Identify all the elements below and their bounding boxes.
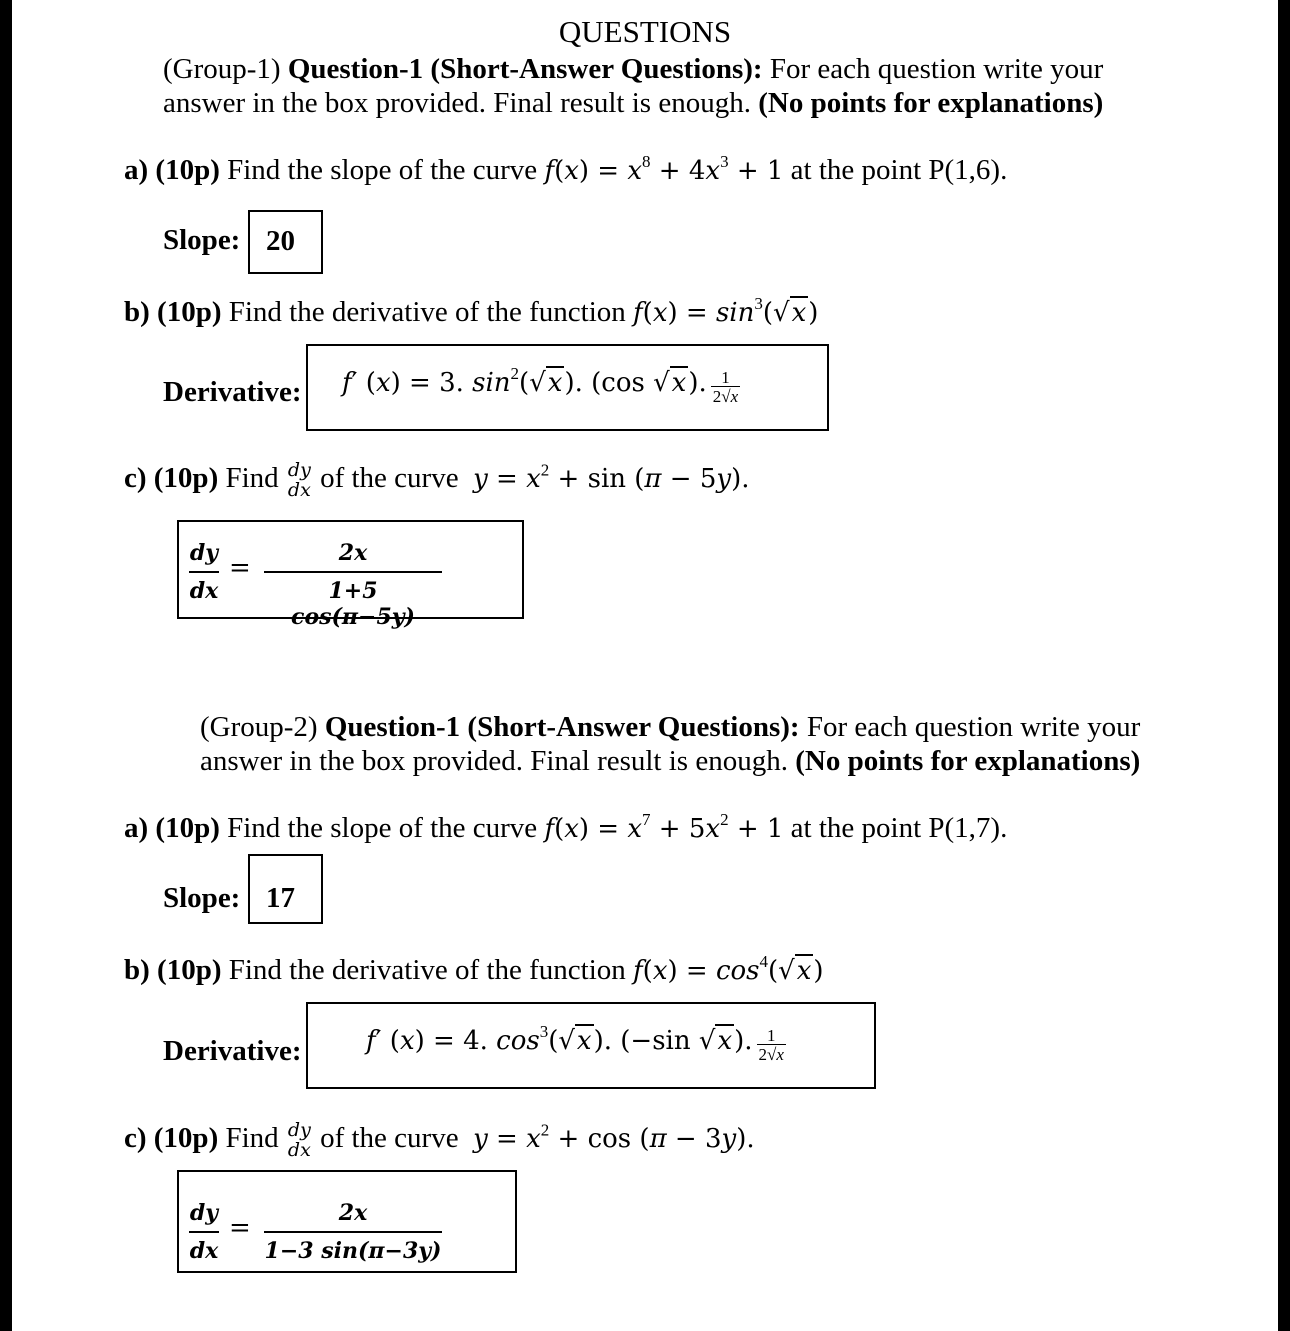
group2-dx: dx xyxy=(189,1238,219,1264)
group1-slope-label: Slope: xyxy=(163,224,241,256)
group2-answer-numerator: 2x xyxy=(338,1200,368,1226)
page-title: QUESTIONS xyxy=(558,14,732,49)
group1-answer-numerator: 2x xyxy=(338,540,368,566)
group2-derivative-fraction: $\frac{1}{2√x}$ xyxy=(758,1026,784,1065)
group2-derivative-box xyxy=(306,1002,876,1089)
group1-slope-value: 20 xyxy=(266,225,295,257)
group1-question-b: b) (10p) Find the derivative of the function $f(x) = \sin^3(√x)$ xyxy=(124,294,819,328)
group2-answer-denominator: 1−3 sin(π−3y) xyxy=(264,1238,442,1264)
group2-instructions: (Group-2) Question-1 (Short-Answer Questions): For each question write your answer in the box provided. Final result is enough. (No points for explanations) xyxy=(200,711,1141,777)
group2-dydx-inline: dy dx xyxy=(287,1119,311,1161)
group1-dydx-box: dy dx = 2x 1+5 cos(π−5y) xyxy=(177,520,524,619)
group2-slope-label: Slope: xyxy=(163,882,241,914)
group1-question-c: c) (10p) Find dy dx of the curve $y = x^2 + \sin (\pi - 5y)$. xyxy=(124,459,750,501)
group1-slope-box xyxy=(248,210,323,274)
group1-answer-denominator: 1+5 cos(π−5y) xyxy=(291,578,415,630)
document-page xyxy=(12,0,1278,1331)
group2-slope-box xyxy=(248,854,323,924)
group1-question-a: a) (10p) Find the slope of the curve $f(x) = x^8 + 4x^3 + 1$ at the point P(1,6). xyxy=(124,152,1008,186)
group2-question-b: b) (10p) Find the derivative of the function $f(x) = \cos^4(√x)$ xyxy=(124,952,824,986)
group1-derivative-fraction: $\frac{1}{2√x}$ xyxy=(712,368,739,407)
group1-derivative-box xyxy=(306,344,829,431)
group1-instructions: (Group-1) Question-1 (Short-Answer Questions): For each question write your answer in the box provided. Final result is enough. (No points for explanations) xyxy=(163,53,1104,119)
group2-dydx-box: dy dx = 2x 1−3 sin(π−3y) xyxy=(177,1170,517,1273)
group1-dydx-inline: dy dx xyxy=(287,459,311,501)
group2-question-c: c) (10p) Find dy dx of the curve $y = x^2 + \cos (\pi - 3y)$. xyxy=(124,1119,755,1161)
group2-question-a: a) (10p) Find the slope of the curve $f(x) = x^7 + 5x^2 + 1$ at the point P(1,7). xyxy=(124,810,1008,844)
group2-slope-value: 17 xyxy=(266,882,295,914)
group1-dy: dy xyxy=(189,540,219,566)
group1-dx: dx xyxy=(189,578,219,604)
group2-derivative-label: Derivative: xyxy=(163,1035,302,1067)
group2-dy: dy xyxy=(189,1200,219,1226)
group2-derivative-formula: f′ (x) = 4. $\cos^3(√x)$. (−sin √x). $\frac{1}{2√x}$ xyxy=(366,1022,784,1065)
group1-derivative-formula: f′ (x) = 3. $\sin^2(√x)$. (cos √x). $\frac{1}{2√x}$ xyxy=(342,364,739,407)
group1-derivative-label: Derivative: xyxy=(163,376,302,408)
